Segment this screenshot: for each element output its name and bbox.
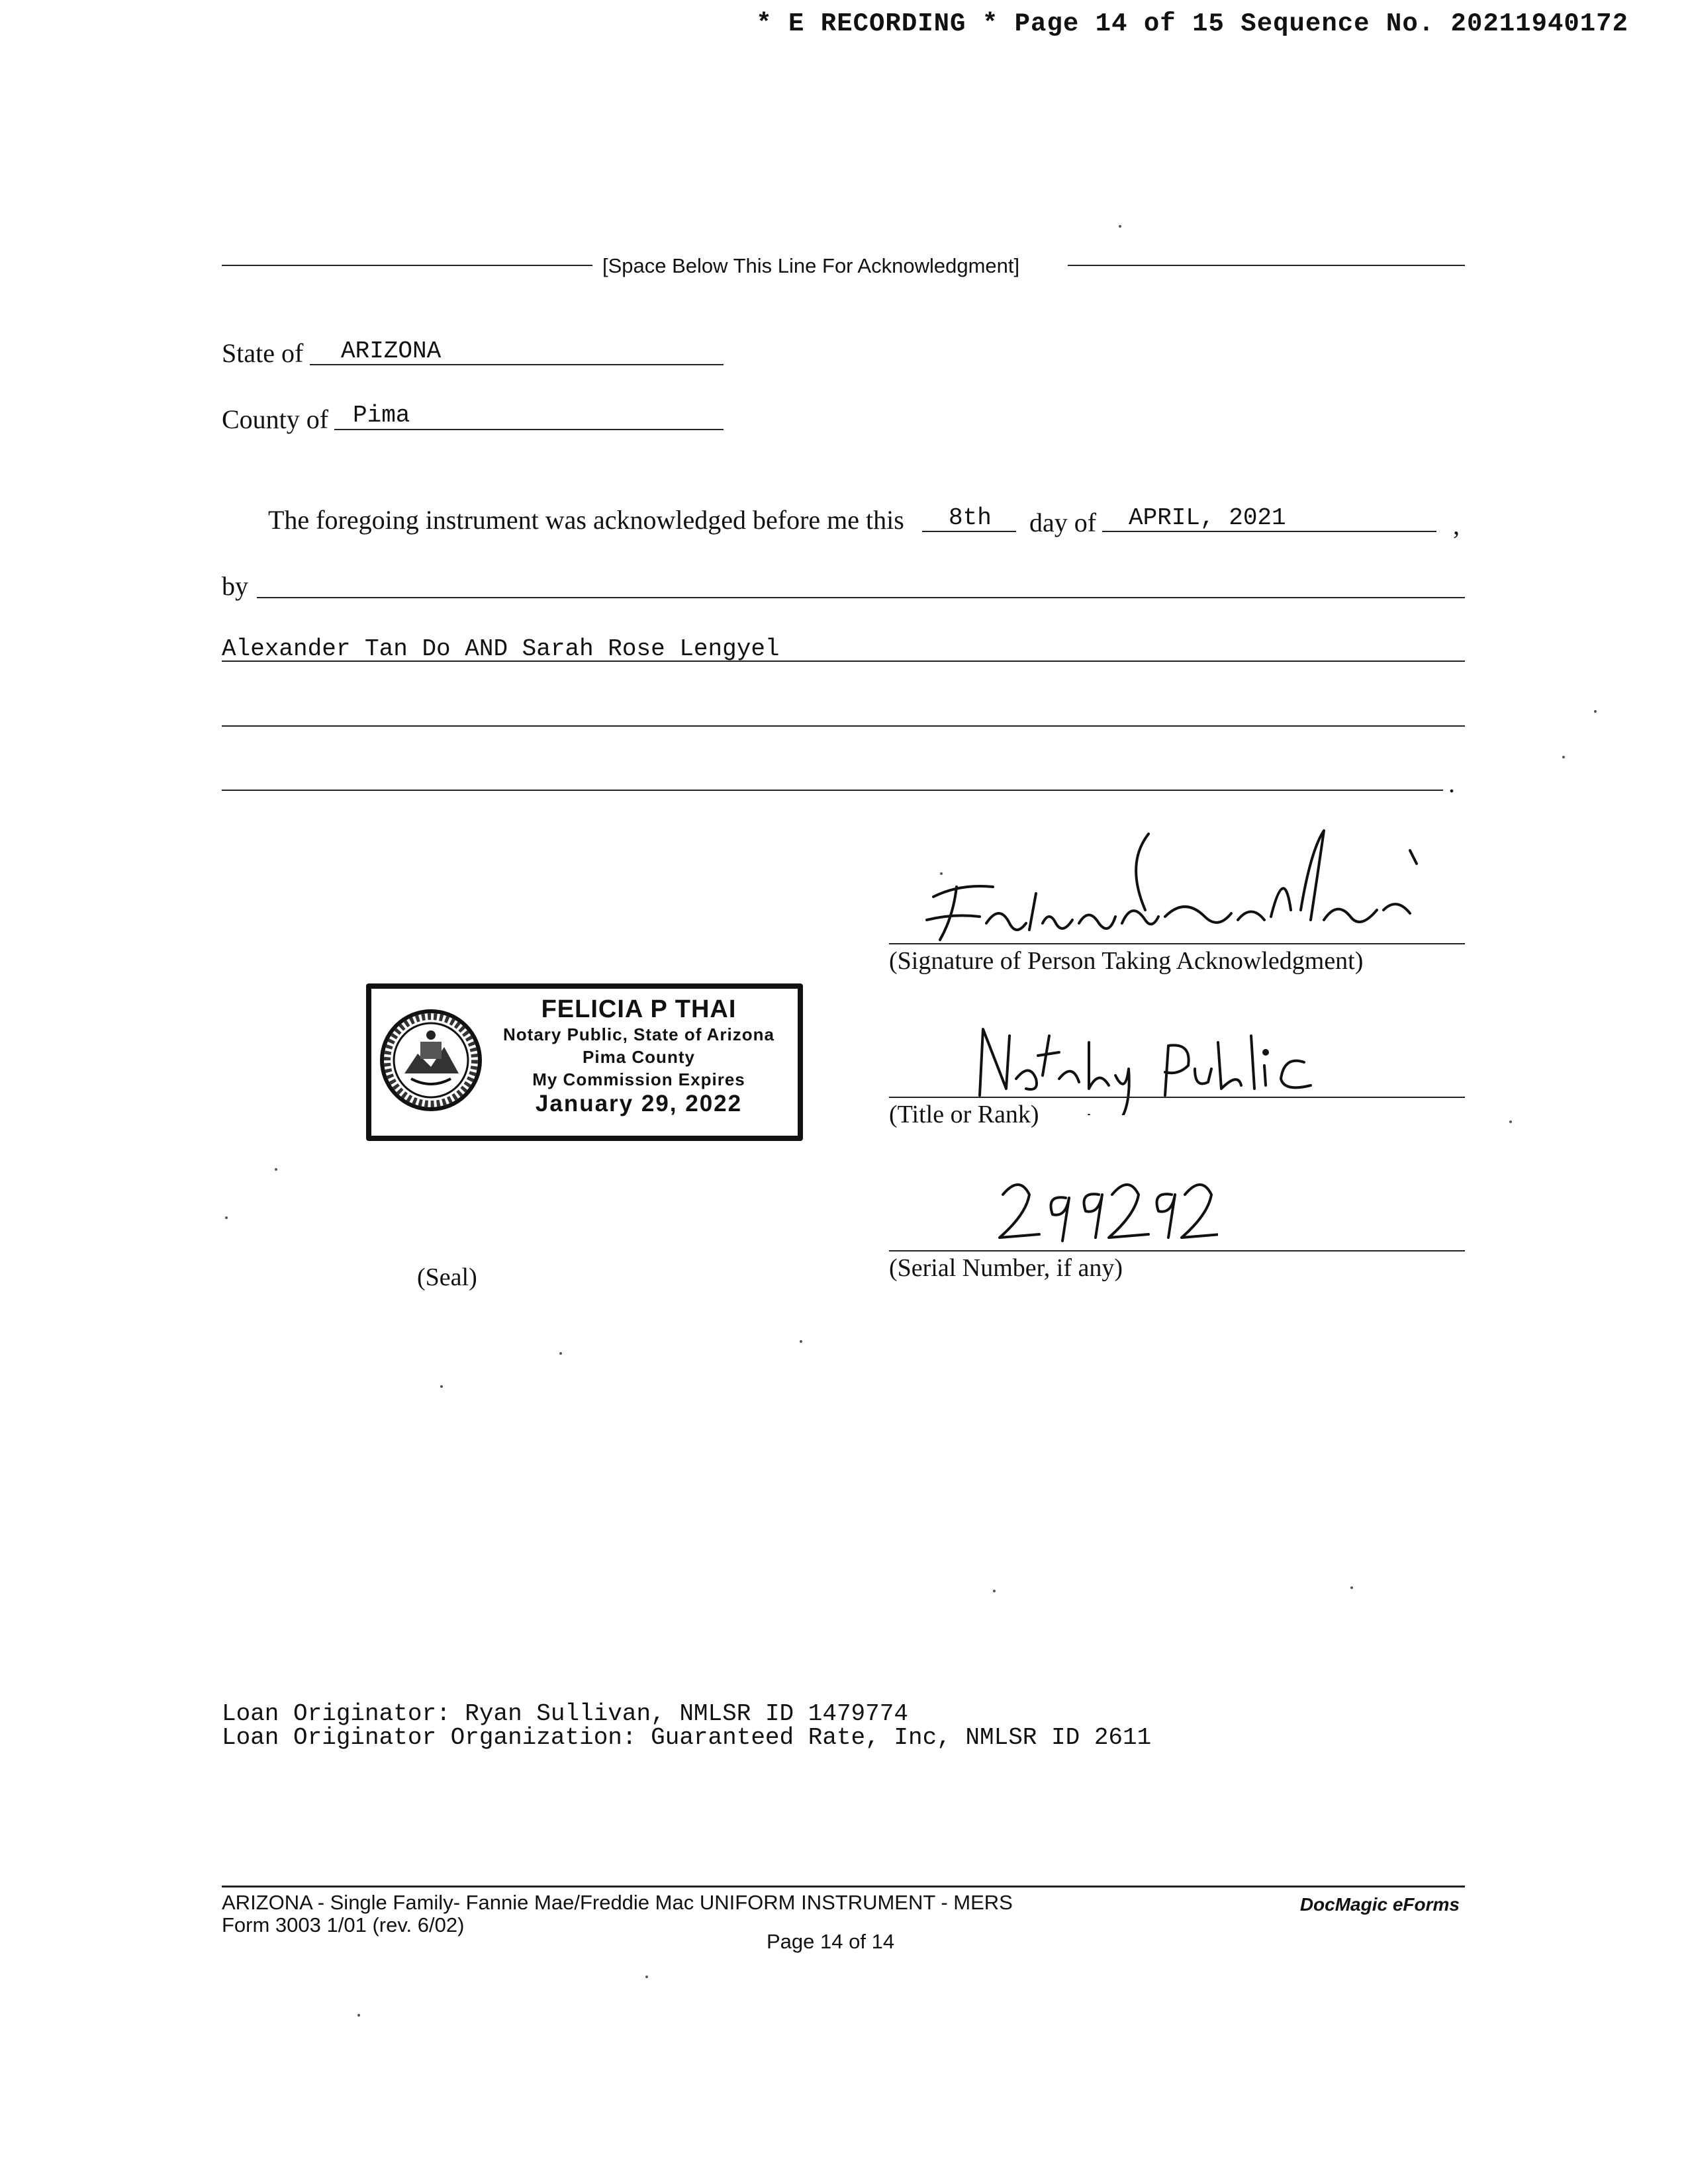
title-line [889,1097,1465,1098]
by-names: Alexander Tan Do AND Sarah Rose Lengyel [222,635,780,662]
scan-speck [645,1976,648,1978]
loan-originator-block [222,1702,1151,1750]
ack-day: 8th [949,504,992,531]
scan-speck [1562,756,1565,758]
handwritten-serial-image [993,1168,1218,1254]
scan-speck [440,1385,443,1388]
by-end-mark: . [1448,768,1455,798]
county-label: County of [222,404,329,434]
stamp-commission: My Commission Expires [532,1069,745,1089]
stamp-expiry-date: January 29, 2022 [535,1091,743,1116]
stamp-name: FELICIA P THAI [541,995,737,1023]
divider-label: [Space Below This Line For Acknowledgment] [602,254,1020,277]
scan-speck [940,872,943,875]
scan-speck [275,1168,277,1171]
county-line [334,429,724,430]
names-line [222,660,1465,662]
signature-line [889,943,1465,944]
footer-form-line2: Form 3003 1/01 (rev. 6/02) [222,1913,465,1936]
scan-speck [559,1352,562,1355]
state-label: State of [222,338,304,368]
scan-speck [800,1340,802,1343]
footer-brand-logo: DocMagic eForms [1299,1894,1460,1915]
ack-day-line [922,531,1016,532]
stamp-county: Pima County [583,1047,695,1067]
footer-rule [222,1886,1465,1888]
by-line [257,597,1465,598]
title-caption: (Title or Rank) [889,1101,1039,1128]
ack-text-middle: day of [1029,508,1097,537]
loan-originator-organization: Loan Originator Organization: Guaranteed Rate, Inc, NMLSR ID 2611 [222,1724,1152,1751]
footer-form-line1: ARIZONA - Single Family- Fannie Mae/Freddie Mac UNIFORM INSTRUMENT - MERS [222,1891,1013,1914]
scan-speck [1594,710,1597,713]
notary-stamp [366,983,803,1141]
state-line [310,364,724,365]
notary-signature-image [887,824,1430,956]
scan-speck [993,1590,996,1592]
serial-caption: (Serial Number, if any) [889,1254,1123,1282]
divider-line-left [222,265,592,266]
scan-speck [357,2014,360,2017]
ack-month-line [1102,531,1436,532]
state-value: ARIZONA [341,338,442,365]
recording-header: * E RECORDING * Page 14 of 15 Sequence No. 20211940172 [756,9,1628,38]
stamp-title: Notary Public, State of Arizona [503,1024,774,1044]
state-seal-icon [378,1007,484,1113]
blank-line-1 [222,725,1465,727]
scan-speck [1509,1120,1512,1123]
serial-line [889,1250,1465,1251]
footer-page-number: Page 14 of 14 [767,1930,895,1953]
blank-line-2 [222,790,1443,791]
divider-line-right [1068,265,1465,266]
ack-trailing-comma: , [1453,510,1460,540]
scan-speck [1119,225,1121,228]
scan-speck [225,1216,228,1219]
ack-month-year: APRIL, 2021 [1129,504,1286,531]
scan-speck [1350,1586,1353,1589]
by-label: by [222,571,248,601]
signature-caption: (Signature of Person Taking Acknowledgment) [889,947,1364,975]
ack-text-before: The foregoing instrument was acknowledged before me this [268,505,904,535]
seal-caption: (Seal) [417,1263,477,1291]
county-value: Pima [353,402,410,429]
loan-originator: Loan Originator: Ryan Sullivan, NMLSR ID 1479774 [222,1700,908,1727]
